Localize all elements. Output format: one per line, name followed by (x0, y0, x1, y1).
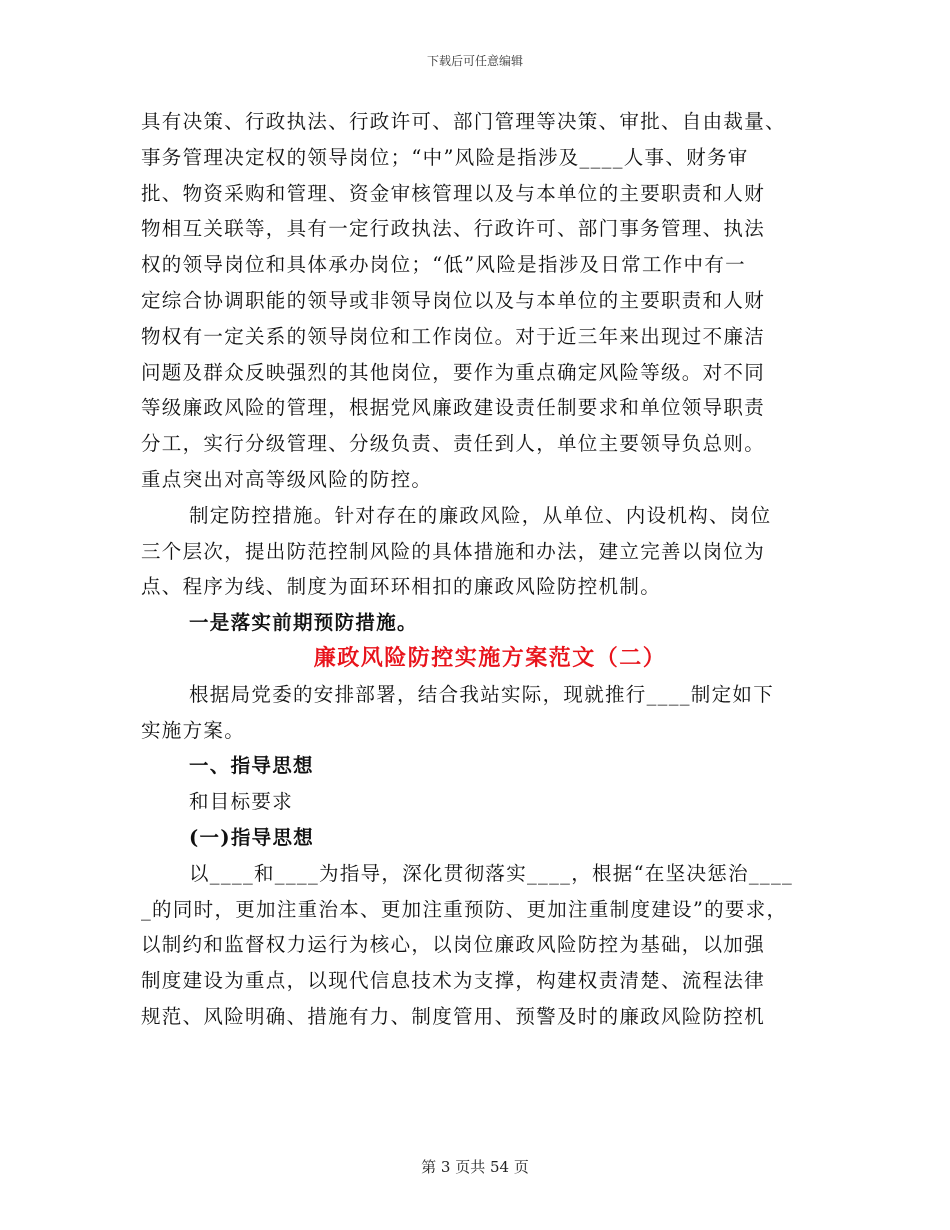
paragraph-line: 三个层次，提出防范控制风险的具体措施和办法，建立完善以岗位为 (141, 539, 766, 563)
paragraph-line: _的同时，更加注重治本、更加注重预防、更加注重制度建设”的要求， (141, 897, 788, 921)
page-header: 下载后可任意编辑 (426, 54, 523, 68)
paragraph-line: 制定防控措施。针对存在的廉政风险，从单位、内设机构、岗位 (189, 503, 772, 527)
paragraph-line: 实施方案。 (141, 718, 246, 742)
paragraph-line: 规范、风险明确、措施有力、制度管用、预警及时的廉政风险防控机 (141, 1004, 766, 1028)
bold-heading: 一、指导思想 (189, 754, 314, 778)
paragraph-line: 重点突出对高等级风险的防控。 (141, 467, 433, 491)
bold-heading: (一)指导思想 (189, 825, 315, 849)
paragraph-line: 定综合协调职能的领导或非领导岗位以及与本单位的主要职责和人财 (141, 288, 766, 312)
paragraph-line: 事务管理决定权的领导岗位；“中”风险是指涉及____人事、财务审 (141, 145, 749, 169)
paragraph-line: 和目标要求 (189, 790, 294, 814)
paragraph-line: 制度建设为重点，以现代信息技术为支撑，构建权责清楚、流程法律 (141, 969, 766, 993)
paragraph-line: 物权有一定关系的领导岗位和工作岗位。对于近三年来出现过不廉洁 (141, 324, 766, 348)
paragraph-line: 以____和____为指导，深化贯彻落实____，根据“在坚决惩治____ (189, 861, 794, 885)
paragraph-line: 权的领导岗位和具体承办岗位；“低”风险是指涉及日常工作中有一 (141, 253, 746, 277)
bold-heading: 一是落实前期预防措施。 (189, 611, 418, 635)
paragraph-line: 等级廉政风险的管理，根据党风廉政建设责任制要求和单位领导职责 (141, 396, 766, 420)
paragraph-line: 根据局党委的安排部署，结合我站实际，现就推行____制定如下 (189, 682, 774, 706)
paragraph-line: 分工，实行分级管理、分级负责、责任到人，单位主要领导负总则。 (141, 432, 766, 456)
paragraph-line: 物相互关联等，具有一定行政执法、行政许可、部门事务管理、执法 (141, 217, 766, 241)
paragraph-line: 问题及群众反映强烈的其他岗位，要作为重点确定风险等级。对不同 (141, 360, 766, 384)
document-body (141, 104, 811, 1035)
paragraph-line: 点、程序为线、制度为面环环相扣的廉政风险防控机制。 (141, 575, 662, 599)
paragraph-line: 具有决策、行政执法、行政许可、部门管理等决策、审批、自由裁量、 (141, 110, 786, 133)
paragraph-line: 以制约和监督权力运行为核心，以岗位廉政风险防控为基础，以加强 (141, 933, 766, 957)
section-title: 廉政风险防控实施方案范文（二） (313, 644, 667, 671)
page-footer: 第 3 页共 54 页 (421, 1158, 529, 1176)
paragraph-line: 批、物资采购和管理、资金审核管理以及与本单位的主要职责和人财 (141, 181, 766, 205)
